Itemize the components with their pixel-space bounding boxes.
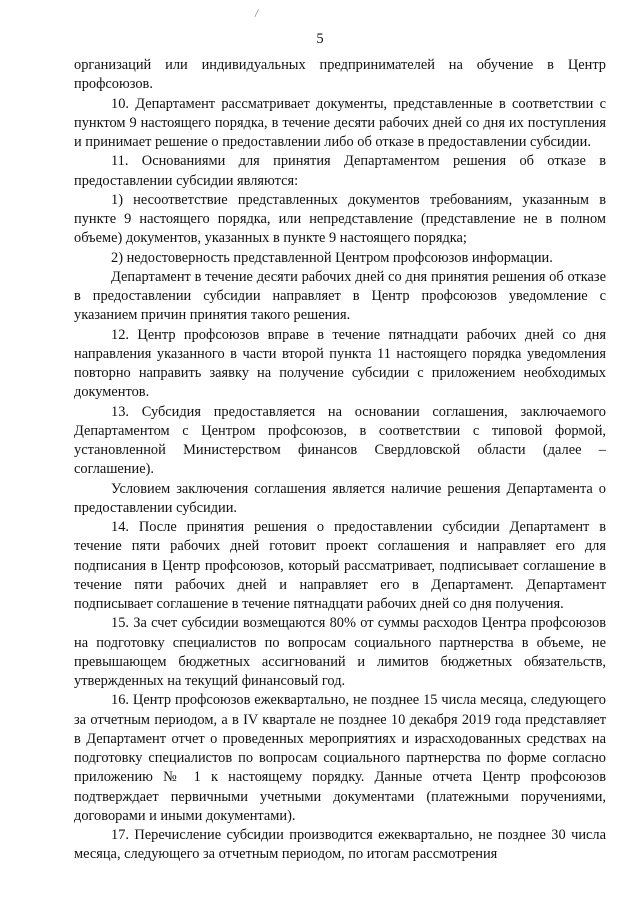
paragraph-item-16: 16. Центр профсоюзов ежеквартально, не позднее 15 числа месяца, следующего за отчетным периодом, а в IV квартале не позднее 10 декабря 2019 года представляет в Департамент отчет о проведенных мероприятиях и израсходованных средствах на подготовку специалистов по вопросам социального партнерства по форме согласно приложению № 1 к настоящему порядку. Данные отчета Центр профсоюзов подтверждает первичными учетными документами (платежными поручениями, договорами и иными документами). <box>74 692 606 824</box>
paragraph-agreement-condition: Условием заключения соглашения является наличие решения Департамента о предоставлении субсидии. <box>74 480 606 516</box>
page-number: 5 <box>316 31 324 47</box>
paragraph-item-13: 13. Субсидия предоставляется на основании соглашения, заключаемого Департаментом с Центром профсоюзов, в соответствии с типовой формой, установленной Министерством финансов Свердловской области (далее – соглашение). <box>74 403 606 478</box>
paragraph-subitem-1: 1) несоответствие представленных документов требованиям, указанным в пункте 9 настоящего порядка, или непредставление (представление не в полном объеме) документов, указанных в пункте 9 настоящего порядка; <box>74 191 606 247</box>
paragraph-subitem-2: 2) недостоверность представленной Центром профсоюзов информации. <box>111 249 553 266</box>
paragraph-refusal-notice: Департамент в течение десяти рабочих дней со дня принятия решения об отказе в предоставлении субсидии направляет в Центр профсоюзов уведомление с указанием причин принятия такого решения. <box>74 268 606 324</box>
paragraph-item-15: 15. За счет субсидии возмещаются 80% от суммы расходов Центра профсоюзов на подготовку специалистов по вопросам социального партнерства в объеме, не превышающем бюджетных ассигнований и лимитов бюджетных обязательств, утвержденных на текущий финансовый год. <box>74 615 606 689</box>
paragraph-item-10: 10. Департамент рассматривает документы, представленные в соответствии с пунктом 9 настоящего порядка, в течение десяти рабочих дней со дня их поступления и принимает решение о предоставлении либо об отказе в предоставлении субсидии. <box>74 95 606 150</box>
paragraph-item-12: 12. Центр профсоюзов вправе в течение пятнадцати рабочих дней со дня направления указанного в части второй пункта 11 настоящего порядка уведомления повторно направить заявку на получение субсидии с приложением необходимых документов. <box>74 326 606 401</box>
paragraph-item-14: 14. После принятия решения о предоставлении субсидии Департамент в течение пяти рабочих дней готовит проект соглашения и направляет его для подписания в Центр профсоюзов, который рассматривает, подписывает соглашение в течение пяти рабочих дней и направляет его в Департамент. Департамент подписывает соглашение в течение пятнадцати рабочих дней со дня получения. <box>74 519 606 612</box>
paragraph-continuation: организаций или индивидуальных предпринимателей на обучение в Центр профсоюзов. <box>74 57 606 93</box>
paragraph-item-11: 11. Основаниями для принятия Департаментом решения об отказе в предоставлении субсидии являются: <box>74 153 606 189</box>
document-body <box>74 56 606 865</box>
paragraph-item-17: 17. Перечисление субсидии производится ежеквартально, не позднее 30 числа месяца, следующего за отчетным периодом, по итогам рассмотрения <box>74 827 606 863</box>
scan-artifact-mark: / <box>254 5 260 21</box>
